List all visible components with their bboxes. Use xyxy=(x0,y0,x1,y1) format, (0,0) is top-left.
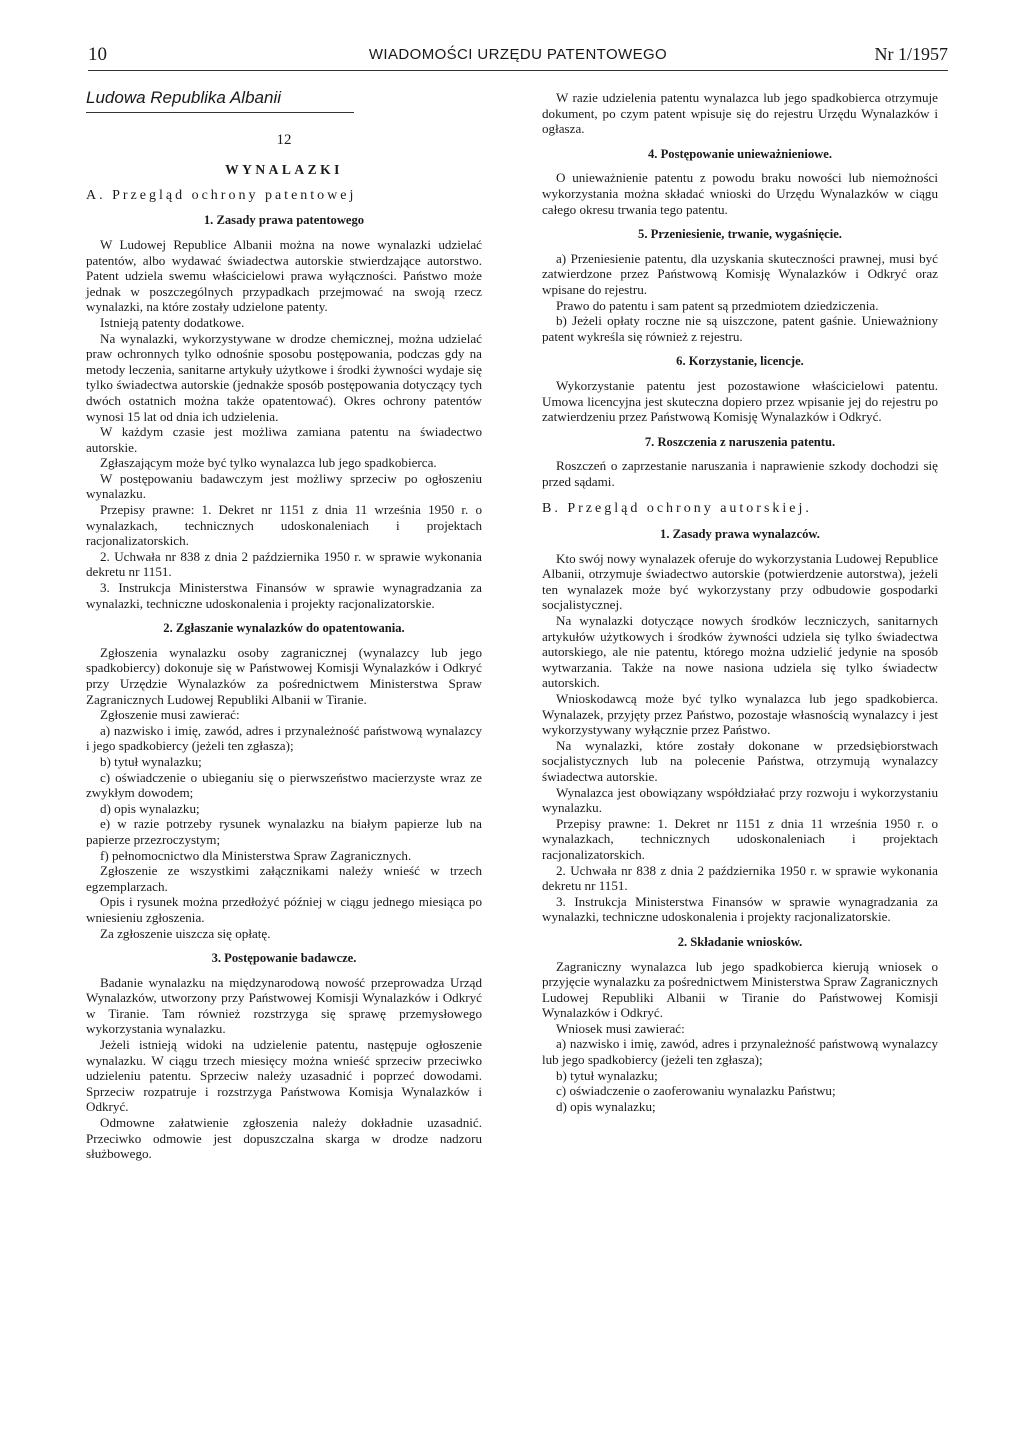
section-body xyxy=(542,251,938,345)
paragraph: a) nazwisko i imię, zawód, adres i przynależność państwową wynalazcy lub jego spadkobiercy (jeżeli ten zgłasza); xyxy=(542,1036,938,1068)
paragraph: Zagraniczny wynalazca lub jego spadkobierca kierują wniosek o przyjęcie wynalazku za pośrednictwem Ministerstwa Spraw Zagranicznych Ludowej Republiki Albanii w Tiranie do Państwowej Komisji Wynalazków i Odkryć. xyxy=(542,958,938,1021)
paragraph: 2. Uchwała nr 838 z dnia 2 października 1950 r. w sprawie wykonania dekretu nr 1151. xyxy=(86,548,482,580)
issue-number: Nr 1/1957 xyxy=(874,44,948,64)
page-number: 10 xyxy=(88,44,107,65)
section-body xyxy=(86,645,482,941)
paragraph: a) Przeniesienie patentu, dla uzyskania skuteczności prawnej, musi być zatwierdzone przez Państwową Komisję Wynalazków i Odkryć oraz wpisane do rejestru. xyxy=(542,250,938,297)
paragraph: Zgłaszającym może być tylko wynalazca lub jego spadkobierca. xyxy=(100,455,437,471)
paragraph: Opis i rysunek można przedłożyć później w ciągu jednego miesiąca po wniesieniu zgłoszenia. xyxy=(86,894,482,925)
paragraph: Odmowne załatwienie zgłoszenia należy dokładnie uzasadnić. Przeciwko odmowie jest dopuszczalna skarga w drodze nadzoru służbowego. xyxy=(86,1115,482,1162)
left-column xyxy=(86,90,482,1162)
paragraph: Za zgłoszenie uiszcza się opłatę. xyxy=(100,925,271,941)
country-heading: Ludowa Republika Albanii xyxy=(86,90,354,113)
paragraph: Przepisy prawne: 1. Dekret nr 1151 z dnia 11 września 1950 r. o wynalazkach, technicznych udoskonaleniach i projektach racjonalizatorskich. xyxy=(542,815,938,862)
paragraph: Przepisy prawne: 1. Dekret nr 1151 z dnia 11 września 1950 r. o wynalazkach, technicznych udoskonaleniach i projektach racjonalizatorskich. xyxy=(86,502,482,549)
paragraph: Istnieją patenty dodatkowe. xyxy=(100,314,245,330)
paragraph: Na wynalazki, wykorzystywane w drodze chemicznej, można udzielać praw ochronnych tylko odnośnie sposobu postępowania, podczas gdy na metody leczenia, sanitarne artykuły użytkowe i środki żywności wydaje się tylko świadectwa autorskie (jednakże sposób postępowania dotyczący tych dwóch ostatnich można także opatentować). Okres ochrony patentów wynosi 15 lat od dnia ich udzielenia. xyxy=(86,330,482,424)
paragraph: b) tytuł wynalazku; xyxy=(556,1067,658,1083)
paragraph: Wykorzystanie patentu jest pozostawione właścicielowi patentu. Umowa licencyjna jest skuteczna dopiero przez wpisanie jej do rejestru po zatwierdzeniu przez Państwową Komisję Wynalazków i Odkryć. xyxy=(542,377,938,425)
paragraph: Na wynalazki dotyczące nowych środków leczniczych, sanitarnych artykułów użytkowych i środków żywności udziela się tylko świadectwa autorskiego, ale nie patentu, którego można udzielić jedynie na sposób wytwarzania. Także na nowe nasiona udziela się tylko świadectw autorskich. xyxy=(542,613,938,691)
paragraph: Zgłoszenie musi zawierać: xyxy=(100,707,240,723)
paragraph: W razie udzielenia patentu wynalazca lub jego spadkobierca otrzymuje dokument, po czym patent wpisuje się do rejestru Urzędu Wynalazków i ogłasza. xyxy=(542,90,938,137)
paragraph: Wniosek musi zawierać: xyxy=(556,1020,685,1036)
chapter-number: 12 xyxy=(276,131,292,148)
paragraph: Wynalazca jest obowiązany współdziałać przy rozwoju i wykorzystaniu wynalazku. xyxy=(542,784,938,816)
paragraph: c) oświadczenie o zaoferowaniu wynalazku Państwu; xyxy=(556,1083,836,1099)
section-heading: 2. Składanie wniosków. xyxy=(677,934,803,949)
paragraph: Jeżeli istnieją widoki na udzielenie patentu, następuje ogłoszenie wynalazku. W ciągu trzech miesięcy można wnieść sprzeciw przeciwko udzieleniu patentu. Sprzeciw należy uzasadnić i poprzeć dowodami. Sprzeciw rozpatruje i rozstrzyga Państwowa Komisja Wynalazków i Odkryć. xyxy=(86,1037,482,1115)
paragraph: Roszczeń o zaprzestanie naruszania i naprawienie szkody dochodzi się przed sądami. xyxy=(542,458,938,489)
section-body xyxy=(542,551,938,925)
paragraph: Zgłoszenia wynalazku osoby zagranicznej (wynalazcy lub jego spadkobiercy) dokonuje się w Państwowej Komisji Wynalazków i Odkryć przy Urzędzie Wynalazków za pośrednictwem Ministerstwa Spraw Zagranicznych Ludowej Republiki Albanii w Tiranie. xyxy=(86,644,482,707)
section-body xyxy=(542,378,938,425)
paragraph: b) Jeżeli opłaty roczne nie są uiszczone, patent gaśnie. Unieważniony patent wykreśla się również z rejestru. xyxy=(542,313,938,344)
paragraph: Prawo do patentu i sam patent są przedmiotem dziedziczenia. xyxy=(556,297,879,313)
journal-title: WIADOMOŚCI URZĘDU PATENTOWEGO xyxy=(368,46,668,63)
section-body xyxy=(542,170,938,217)
section-body xyxy=(86,237,482,611)
paragraph: Na wynalazki, które zostały dokonane w przedsiębiorstwach socjalistycznych lub na polecenie Państwa, otrzymują wynalazcy świadectwa autorskie. xyxy=(542,737,938,784)
running-header xyxy=(88,44,948,71)
paragraph: Wnioskodawcą może być tylko wynalazca lub jego spadkobierca. Wynalazek, przyjęty przez Państwo, pozostaje własnością wynalazcy i jest wykorzystywany wyłącznie przez Państwo. xyxy=(542,691,938,738)
paragraph: Badanie wynalazku na międzynarodową nowość przeprowadza Urząd Wynalazków, utworzony przy Państwowej Komisji Wynalazków i Odkryć w Tiranie. Tam również rozstrzyga się sprawę przemysłowego wykorzystania wynalazku. xyxy=(86,974,482,1037)
paragraph: Kto swój nowy wynalazek oferuje do wykorzystania Ludowej Republice Albanii, otrzymuje świadectwo autorskie (potwierdzenie autorstwa), jeżeli ten wynalazek może być wykorzystany przy odbudowie gospodarki socjalistycznej. xyxy=(542,550,938,613)
section-heading: 6. Korzystanie, licencje. xyxy=(676,354,804,369)
section-heading: 2. Zgłaszanie wynalazków do opatentowania. xyxy=(163,621,405,636)
section-heading: 4. Postępowanie unieważnieniowe. xyxy=(647,146,832,161)
part-b-heading: B. Przegląd ochrony autorskiej. xyxy=(542,501,812,517)
section-body xyxy=(542,458,938,489)
paragraph: O unieważnienie patentu z powodu braku nowości lub niemożności wykorzystania można składać wnioski do Urzędu Wynalazków w ciągu całego okresu trwania tego patentu. xyxy=(542,170,938,217)
section-heading: 1. Zasady prawa patentowego xyxy=(203,213,365,228)
paragraph: Zgłoszenie ze wszystkimi załącznikami należy wnieść w trzech egzemplarzach. xyxy=(86,863,482,894)
paragraph: a) nazwisko i imię, zawód, adres i przynależność państwową wynalazcy i jego spadkobiercy (jeżeli ten zgłasza); xyxy=(86,722,482,754)
section-heading: 3. Postępowanie badawcze. xyxy=(211,951,357,966)
section-body xyxy=(86,975,482,1162)
part-a-heading: A. Przegląd ochrony patentowej xyxy=(86,187,357,203)
right-column xyxy=(542,90,938,1114)
paragraph: b) tytuł wynalazku; xyxy=(100,753,202,769)
paragraph: W postępowaniu badawczym jest możliwy sprzeciw po ogłoszeniu wynalazku. xyxy=(86,470,482,502)
paragraph: d) opis wynalazku; xyxy=(100,800,200,816)
paragraph: c) oświadczenie o ubieganiu się o pierwszeństwo macierzyste wraz ze zwykłym dowodem; xyxy=(86,769,482,801)
section-heading: 7. Roszczenia z naruszenia patentu. xyxy=(644,434,836,449)
section-body xyxy=(542,959,938,1115)
paragraph: d) opis wynalazku; xyxy=(556,1098,656,1114)
paragraph: W każdym czasie jest możliwa zamiana patentu na świadectwo autorskie. xyxy=(86,424,482,455)
section-heading: 5. Przeniesienie, trwanie, wygaśnięcie. xyxy=(638,227,842,242)
chapter-title: WYNALAZKI xyxy=(225,162,343,178)
paragraph: 3. Instrukcja Ministerstwa Finansów w sprawie wynagradzania za wynalazki, techniczne udoskonalenia i projekty racjonalizatorskie. xyxy=(86,580,482,611)
paragraph: W Ludowej Republice Albanii można na nowe wynalazki udzielać patentów, albo wydawać świadectwa autorskie stwierdzające autorstwo. Patent udziela swemu właścicielowi prawa wyłączności. Państwo może jednak w poszczególnych przypadkach przejmować na swoją rzecz wynalazki, na które zostały udzielone patenty. xyxy=(86,236,482,315)
paragraph: f) pełnomocnictwo dla Ministerstwa Spraw Zagranicznych. xyxy=(100,847,412,863)
paragraph: e) w razie potrzeby rysunek wynalazku na białym papierze lub na papierze przezroczystym; xyxy=(86,816,482,847)
section-heading: 1. Zasady prawa wynalazców. xyxy=(660,527,820,542)
paragraph: 2. Uchwała nr 838 z dnia 2 października 1950 r. w sprawie wykonania dekretu nr 1151. xyxy=(542,862,938,894)
paragraph: 3. Instrukcja Ministerstwa Finansów w sprawie wynagradzania za wynalazki, techniczne udoskonalenia i projekty racjonalizatorskie. xyxy=(542,893,938,925)
